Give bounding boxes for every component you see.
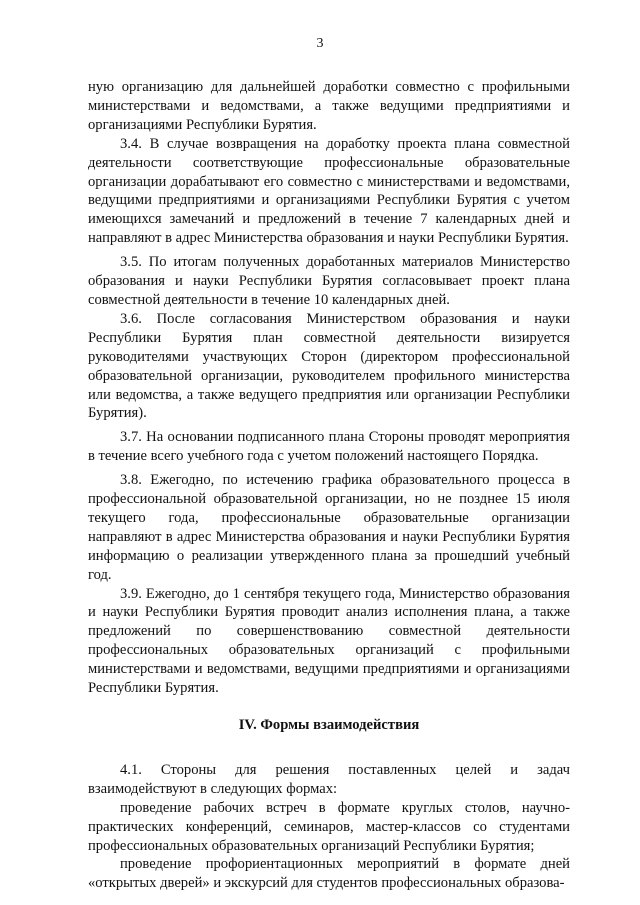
paragraph-3-4: 3.4. В случае возвращения на доработку проекта плана совместной деятельности соответствующие профессиональные образовательные организации дорабатывают его совместно с министерствами и ведомствами, ведущими предприятиями и организациями Республики Бурятия с учетом имеющихся замечаний и предложений в течение 7 календарных дней и направляют в адрес Министерства образования и науки Республики Бурятия.: [88, 135, 570, 247]
paragraph-3-9: 3.9. Ежегодно, до 1 сентября текущего года, Министерство образования и науки Республики Бурятия проводит анализ исполнения плана, а также предложений по совершенствованию совместной деятельности профессиональных образовательных организаций с профильными министерствами и ведомствами, ведущими предприятиями и организациями Республики Бурятия.: [88, 585, 570, 697]
list-item-meetings: проведение рабочих встреч в формате круглых столов, научно-практических конференций, семинаров, мастер-классов со студентами профессиональных образовательных организаций Республики Бурятия;: [88, 799, 570, 854]
paragraph-3-6: 3.6. После согласования Министерством образования и науки Республики Бурятия план совместной деятельности визируется руководителями участвующих Сторон (директором профессиональной образовательной организации, руководителем профильного министерства или ведомства, а также ведущего предприятия или организации Республики Бурятия).: [88, 310, 570, 422]
paragraph-continuation: ную организацию для дальнейшей доработки совместно с профильными министерствами и ведомствами, а также ведущими предприятиями и организациями Республики Бурятия.: [88, 79, 570, 133]
paragraph-3-7: 3.7. На основании подписанного плана Стороны проводят мероприятия в течение всего учебного года с учетом положений настоящего Порядка.: [88, 429, 570, 465]
list-item-career-events: проведение профориентационных мероприятий в формате дней «открытых дверей» и экскурсий для студентов профессиональных образова-: [88, 856, 570, 892]
document-body: [88, 78, 570, 893]
paragraph-3-8: 3.8. Ежегодно, по истечению графика образовательного процесса в профессиональной образовательной организации, но не позднее 15 июля текущего года, профессиональные образовательные организации направляют в адрес Министерства образования и науки Республики Бурятия информацию о реализации утвержденного плана за прошедший учебный год.: [88, 472, 570, 583]
paragraph-4-1: 4.1. Стороны для решения поставленных целей и задач взаимодействуют в следующих формах:: [88, 761, 570, 797]
paragraph-3-5: 3.5. По итогам полученных доработанных материалов Министерство образования и науки Республики Бурятия согласовывает проект плана совместной деятельности в течение 10 календарных дней.: [88, 254, 570, 308]
section-heading: IV. Формы взаимодействия: [238, 717, 420, 733]
page-number: 3: [316, 36, 324, 51]
